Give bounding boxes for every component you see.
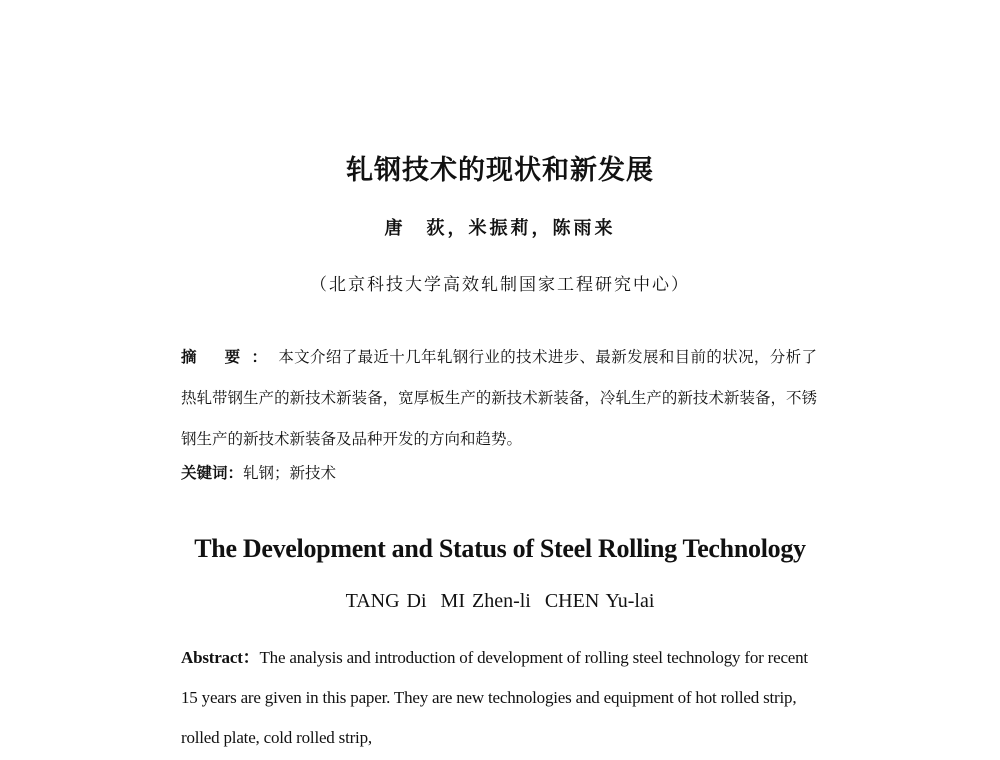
chinese-keywords-text: 轧钢；新技术 — [243, 464, 337, 482]
chinese-keywords-label: 关键词： — [181, 464, 244, 482]
chinese-affiliation: （北京科技大学高效轧制国家工程研究中心） — [310, 275, 690, 295]
author-name: MI Zhen-li — [440, 590, 531, 612]
chinese-title: 轧钢技术的现状和新发展 — [346, 155, 654, 186]
english-authors — [0, 590, 1000, 613]
chinese-authors: 唐 荻，米振莉，陈雨来 — [384, 218, 616, 239]
author-name: CHEN Yu-lai — [544, 590, 655, 612]
english-abstract-text: The analysis and introduction of development of rolling steel technology for recent 15 years are given in this paper. They are new technologies and equipment of hot rolled strip, rolled plate, cold rolled strip, — [181, 648, 808, 747]
english-abstract-label: Abstract： — [181, 648, 260, 667]
english-abstract — [181, 638, 817, 758]
chinese-keywords — [181, 461, 817, 483]
english-title: The Development and Status of Steel Rolling Technology — [194, 534, 806, 563]
chinese-abstract — [181, 337, 817, 460]
author-name: TANG Di — [345, 590, 427, 612]
chinese-abstract-label: 摘 要： — [181, 348, 279, 366]
chinese-abstract-text: 本文介绍了最近十几年轧钢行业的技术进步、最新发展和目前的状况，分析了热轧带钢生产的新技术新装备，宽厚板生产的新技术新装备，冷轧生产的新技术新装备，不锈钢生产的新技术新装备及品种开发的方向和趋势。 — [181, 348, 817, 448]
